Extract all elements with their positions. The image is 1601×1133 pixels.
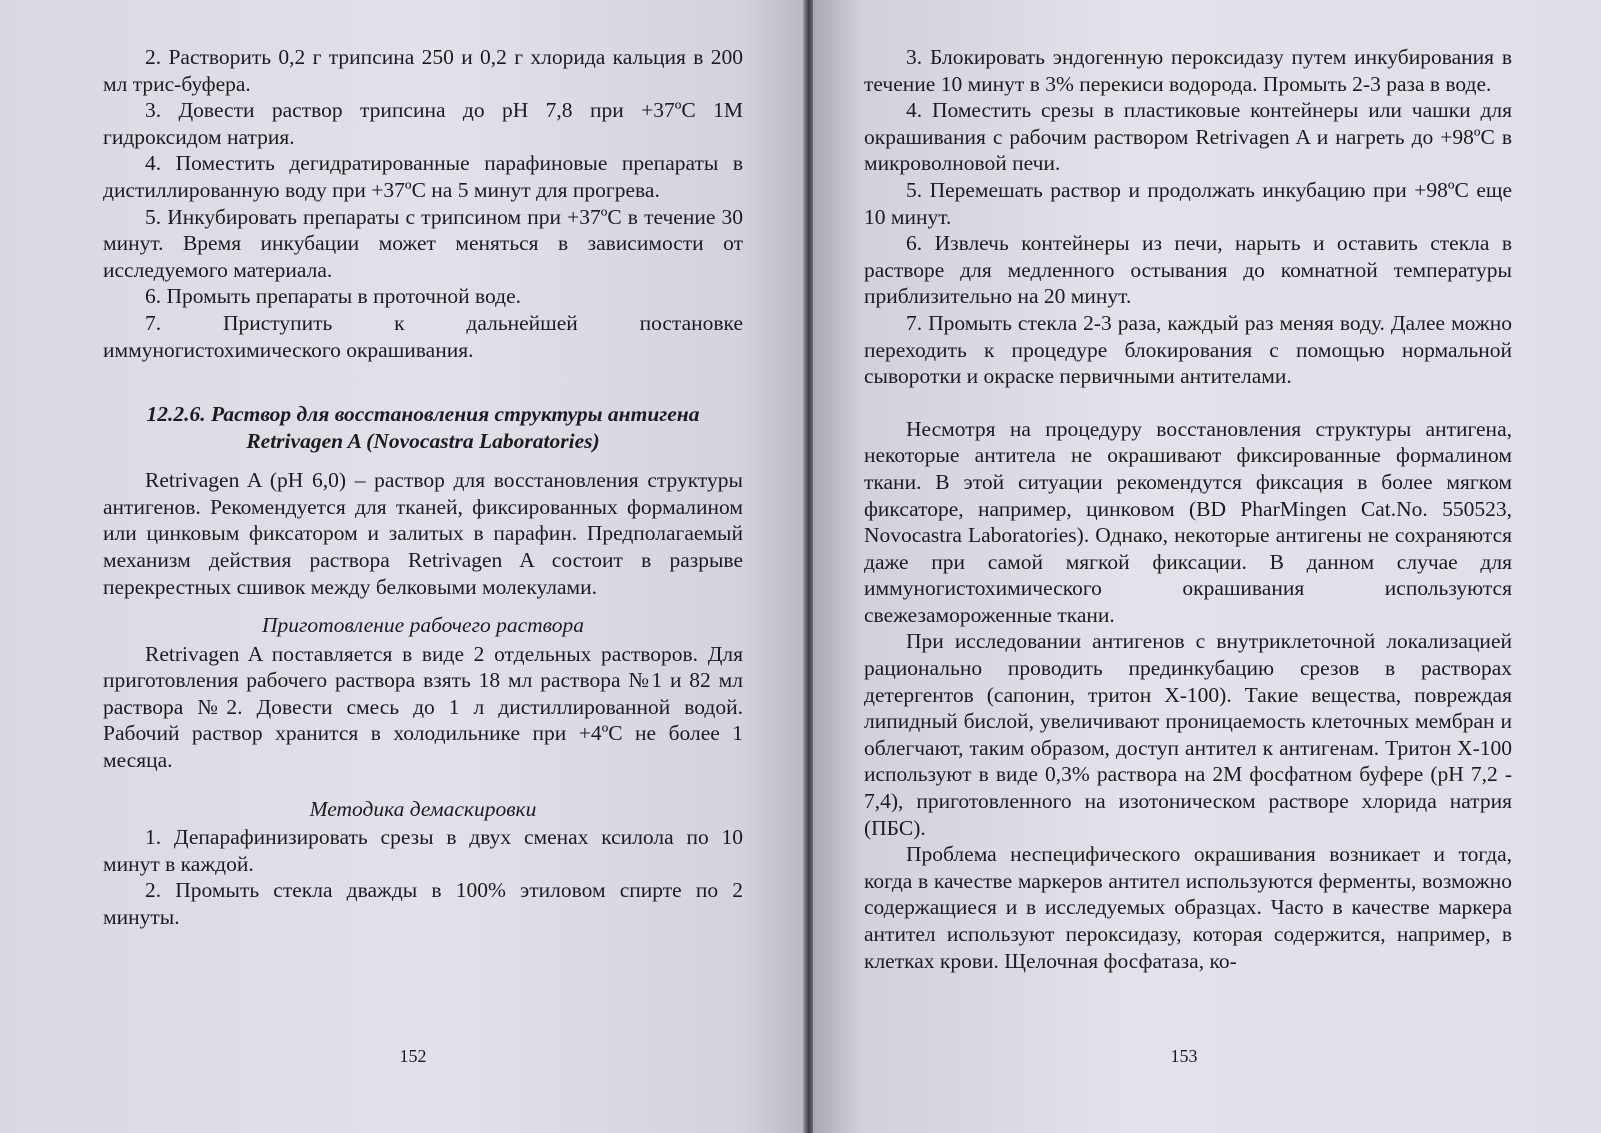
intro-paragraph: Retrivagen A (pH 6,0) – раствор для восстановления структуры антигенов. Рекомендуется для тканей, фиксированных формалином или цинковым фиксатором и залитых в парафин. Предполагаемый механизм действия раствора Retrivagen A состоит в разрыве перекрестных сшивок между белковыми молекулами. xyxy=(103,468,743,599)
step-paragraph: 7. Промыть стекла 2-3 раза, каждый раз меняя воду. Далее можно переходить к процедуре блокирования с помощью нормальной сыворотки и окраске первичными антителами. xyxy=(864,310,1512,389)
step-paragraph: 3. Блокировать эндогенную пероксидазу путем инкубирования в течение 10 минут в 3% перекиси водорода. Промыть 2-3 раза в воде. xyxy=(864,45,1512,96)
right-page xyxy=(813,0,1601,1133)
subheading-preparation: Приготовление рабочего раствора xyxy=(262,613,584,638)
step-paragraph: 6. Промыть препараты в проточной воде. xyxy=(145,284,522,309)
section-heading xyxy=(103,401,743,455)
step-paragraph: 7. Приступить к дальнейшей постановке иммуногистохимического окрашивания. xyxy=(103,310,743,362)
method-step: 1. Депарафинизировать срезы в двух сменах ксилола по 10 минут в каждой. xyxy=(103,825,743,876)
step-paragraph: 3. Довести раствор трипсина до pH 7,8 при +37ºC 1M гидроксидом натрия. xyxy=(103,98,743,149)
body-paragraph: Несмотря на процедуру восстановления структуры антигена, некоторые антитела не окрашивают фиксированные формалином ткани. В этой ситуации рекомендутся фиксация в более мягком фиксаторе, например, цинковом (BD PharMingen Cat.No. 550523, Novocastra Laboratories). Однако, некоторые антигены не сохраняются даже при самой мягкой фиксации. В данном случае для иммуногистохимического окрашивания используются свежезамороженные ткани. xyxy=(864,416,1512,627)
page-number-right: 153 xyxy=(1170,1046,1198,1066)
left-page-text xyxy=(103,44,743,931)
body-paragraph: При исследовании антигенов с внутриклеточной локализацией рационально проводить прединкубацию срезов в растворах детергентов (сапонин, тритон Х-100). Такие вещества, повреждая липидный бислой, увеличивают проницаемость клеточных мембран и облегчают, таким образом, доступ антител к антигенам. Тритон Х-100 используют в виде 0,3% раствора на 2М фосфатном буфере (pH 7,2 - 7,4), приготовленного на изотоническом растворе хлорида натрия (ПБС). xyxy=(864,629,1512,840)
step-paragraph: 6. Извлечь контейнеры из печи, нарыть и оставить стекла в растворе для медленного остывания до комнатной температуры приблизительно на 20 минут. xyxy=(864,231,1512,309)
section-heading-line1: 12.2.6. Раствор для восстановления структуры антигена xyxy=(146,402,700,427)
section-heading-line2: Retrivagen A (Novocastra Laboratories) xyxy=(246,429,600,454)
right-page-text xyxy=(864,44,1512,974)
subheading-method: Методика демаскировки xyxy=(309,796,537,821)
body-paragraph: Проблема неспецифического окрашивания возникает и тогда, когда в качестве маркеров антител используются ферменты, возможно содержащиеся и в исследуемых образцах. Часто в качестве маркера антител используют пероксидазу, которая содержится, например, в клетках крови. Щелочная фосфатаза, ко- xyxy=(864,842,1512,973)
step-paragraph: 2. Растворить 0,2 г трипсина 250 и 0,2 г хлорида кальция в 200 мл трис-буфера. xyxy=(103,45,743,96)
page-number-left: 152 xyxy=(399,1046,427,1066)
step-paragraph: 5. Инкубировать препараты с трипсином при +37ºC в течение 30 минут. Время инкубации может меняться в зависимости от исследуемого материала. xyxy=(103,204,743,282)
method-step: 2. Промыть стекла дважды в 100% этиловом спирте по 2 минуты. xyxy=(103,878,743,930)
step-paragraph: 4. Поместить дегидратированные парафиновые препараты в дистиллированную воду при +37ºC на 5 минут для прогрева. xyxy=(103,151,743,202)
preparation-paragraph: Retrivagen A поставляется в виде 2 отдельных растворов. Для приготовления рабочего раствора взять 18 мл раствора №1 и 82 мл раствора №2. Довести смесь до 1 л дистиллированной водой. Рабочий раствор хранится в холодильнике при +4ºC не более 1 месяца. xyxy=(103,641,743,773)
step-paragraph: 5. Перемешать раствор и продолжать инкубацию при +98ºC еще 10 минут. xyxy=(864,177,1512,229)
step-paragraph: 4. Поместить срезы в пластиковые контейнеры или чашки для окрашивания с рабочим раствором Retrivagen A и нагреть до +98ºC в микроволновой печи. xyxy=(864,98,1512,176)
